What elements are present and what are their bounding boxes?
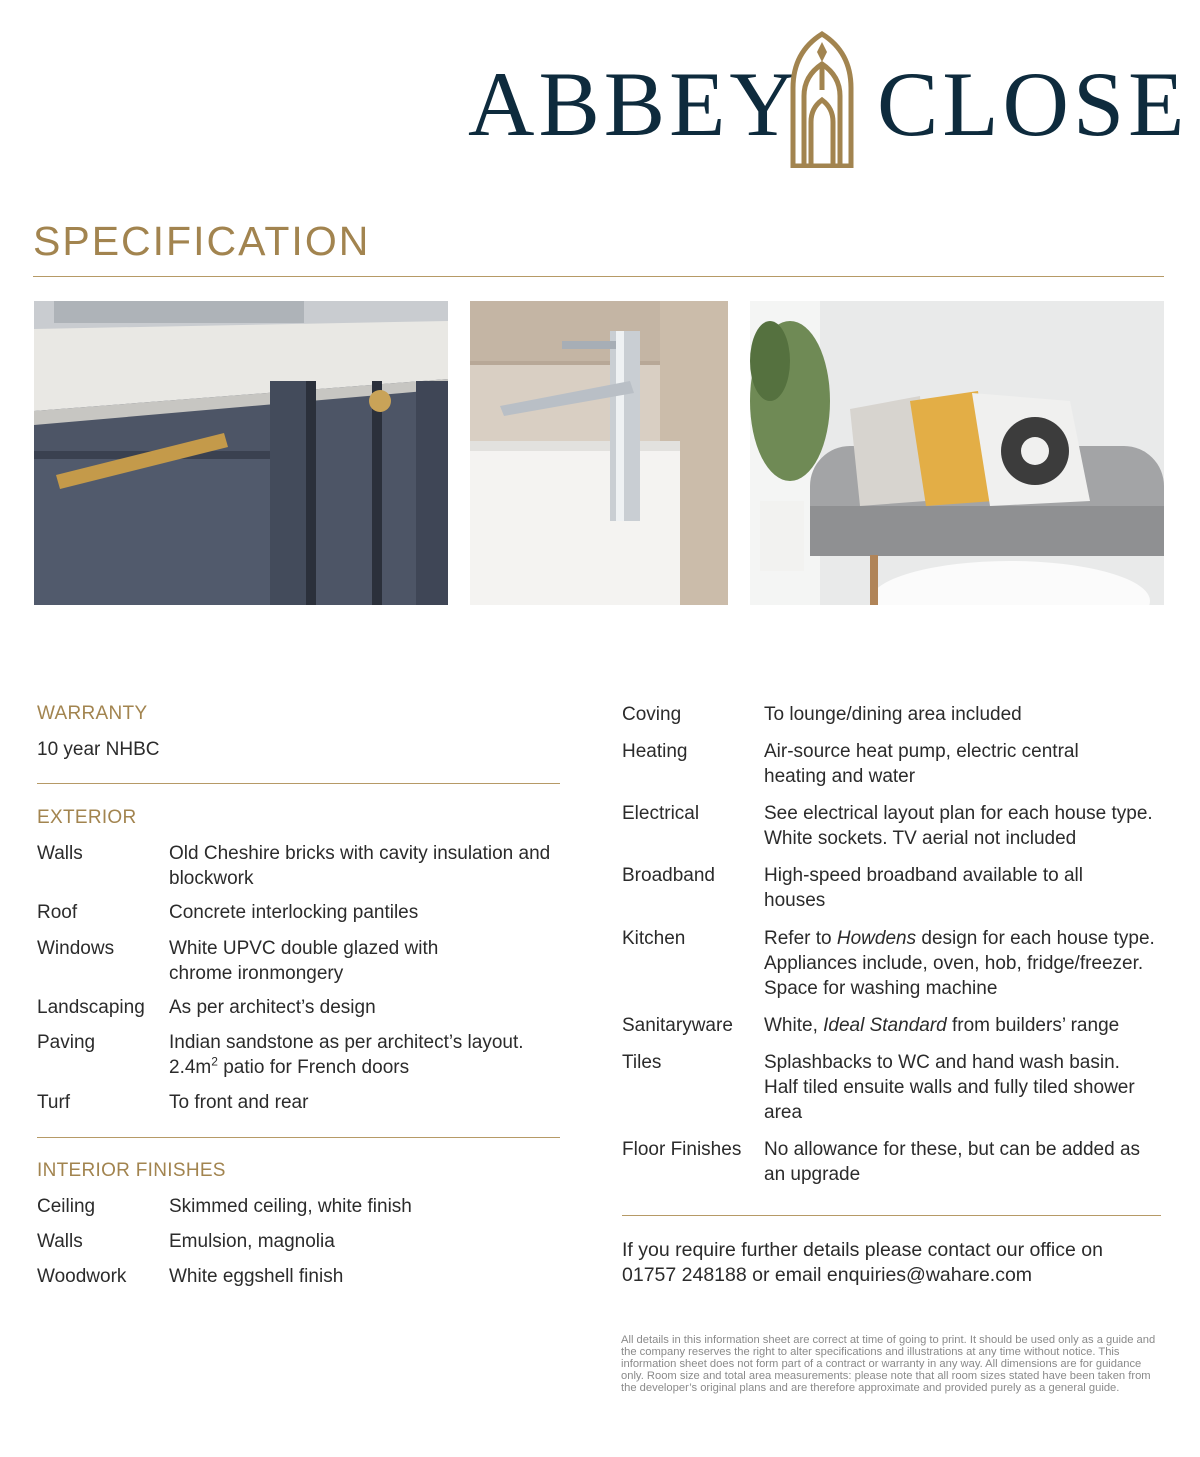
- title-divider: [33, 276, 1164, 277]
- row-value: White UPVC double glazed with chrome ironmongery: [169, 938, 439, 984]
- row-label: Turf: [37, 1092, 71, 1113]
- row-value: High-speed broadband available to all houses: [764, 865, 1084, 911]
- row-value: To lounge/dining area included: [764, 704, 1022, 725]
- page-title: SPECIFICATION: [33, 218, 371, 264]
- row-value: See electrical layout plan for each house type. White sockets. TV aerial not included: [764, 803, 1153, 849]
- interior-heading: INTERIOR FINISHES: [37, 1160, 226, 1181]
- row-label: Windows: [37, 938, 115, 959]
- row-value: Old Cheshire bricks with cavity insulation and blockwork: [169, 843, 551, 889]
- row-label: Paving: [37, 1032, 96, 1053]
- kitchen-text-a: Refer to: [764, 928, 837, 949]
- row-value: Skimmed ceiling, white finish: [169, 1196, 412, 1217]
- contact-divider: [622, 1215, 1161, 1216]
- row-label: Ceiling: [37, 1196, 96, 1217]
- kitchen-brand: Howdens: [836, 928, 917, 949]
- paving-line-2: patio for French doors: [217, 1057, 410, 1078]
- sanitaryware-brand: Ideal Standard: [823, 1015, 947, 1036]
- row-label: Floor Finishes: [622, 1139, 742, 1160]
- exterior-divider: [37, 1137, 560, 1138]
- warranty-heading: WARRANTY: [37, 703, 148, 724]
- kitchen-cabinet-photo: [34, 301, 448, 605]
- exterior-heading: EXTERIOR: [37, 807, 137, 828]
- row-label: Broadband: [622, 865, 715, 886]
- bathroom-tap-photo: [470, 301, 728, 605]
- warranty-divider: [37, 783, 560, 784]
- row-value: [764, 926, 1156, 1001]
- row-label: Walls: [37, 843, 83, 864]
- row-value: White eggshell finish: [169, 1266, 344, 1287]
- disclaimer-text: All details in this information sheet are correct at time of going to print. It should be used only as a guide and the company reserves the right to alter specifications and illustrations at any time without notice. This information sheet does not form part of a contract or warranty in any way. All dimensions are for guidance only. Room size and total area measurements: please note that all room sizes stated have been taken from the developer’s original plans and are therefore approximate and provided purely as a general guide.: [621, 1334, 1156, 1394]
- paving-line-1: Indian sandstone as per architect’s layout.: [169, 1032, 524, 1053]
- paving-area-unit-power: 2: [211, 1054, 218, 1069]
- row-label: Woodwork: [37, 1266, 127, 1287]
- lounge-sofa-photo: [750, 301, 1164, 605]
- row-value: [764, 1013, 1164, 1038]
- row-value: To front and rear: [169, 1092, 309, 1113]
- row-value: No allowance for these, but can be added as an upgrade: [764, 1139, 1141, 1185]
- contact-text: If you require further details please contact our office on 01757 248188 or email enquiries@wahare.com: [622, 1239, 1103, 1286]
- abbey-window-logo-icon: [789, 30, 855, 168]
- row-label: Sanitaryware: [622, 1015, 733, 1036]
- row-label: Coving: [622, 704, 682, 725]
- warranty-text: 10 year NHBC: [37, 739, 160, 760]
- row-label: Tiles: [622, 1052, 662, 1073]
- row-label: Heating: [622, 741, 688, 762]
- row-label: Electrical: [622, 803, 700, 824]
- row-value: Emulsion, magnolia: [169, 1231, 335, 1252]
- row-value: [169, 1030, 569, 1080]
- row-value: As per architect’s design: [169, 997, 376, 1018]
- row-label: Kitchen: [622, 928, 686, 949]
- logo-word-close: CLOSE: [877, 53, 1189, 155]
- sanitaryware-text-b: from builders’ range: [946, 1015, 1120, 1036]
- row-label: Landscaping: [37, 997, 145, 1018]
- row-value: Air-source heat pump, electric central heating and water: [764, 741, 1079, 787]
- row-label: Walls: [37, 1231, 83, 1252]
- logo-word-abbey: ABBEY: [468, 53, 800, 155]
- kitchen-text-b: design for each house type. Appliances include, oven, hob, fridge/freezer. Space for washing machine: [764, 928, 1155, 999]
- paving-area: 2.4m: [169, 1057, 212, 1078]
- sanitaryware-text-a: White,: [764, 1015, 824, 1036]
- row-value: Concrete interlocking pantiles: [169, 902, 419, 923]
- row-label: Roof: [37, 902, 78, 923]
- row-value: Splashbacks to WC and hand wash basin. Half tiled ensuite walls and fully tiled shower area: [764, 1052, 1135, 1123]
